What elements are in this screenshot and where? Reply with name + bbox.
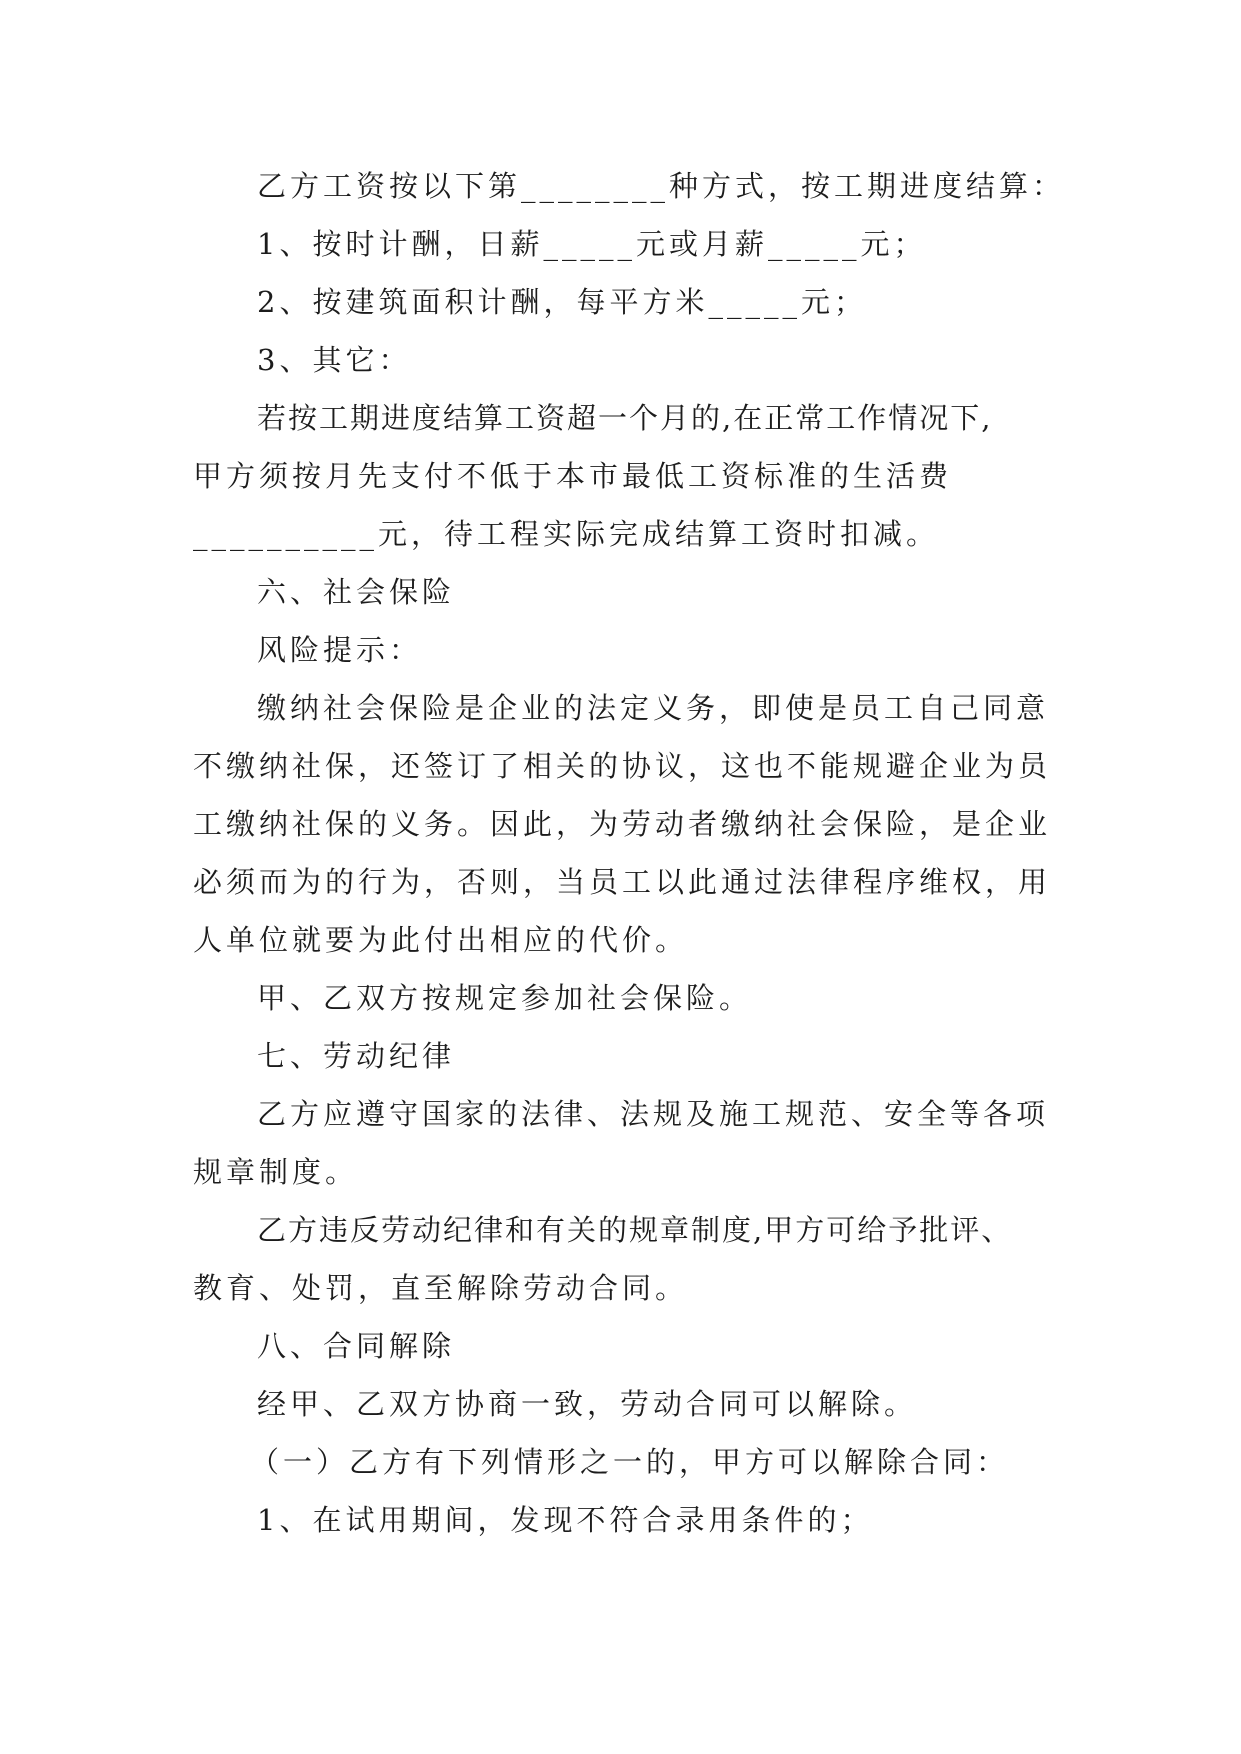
paragraph-line: __________元，待工程实际完成结算工资时扣减。: [193, 517, 940, 551]
paragraph-line: 若按工期进度结算工资超一个月的,在正常工作情况下,: [257, 401, 993, 435]
paragraph-line: 必须而为的行为，否则，当员工以此通过法律程序维权，用: [193, 865, 1052, 899]
section-heading-labor-discipline: 七、劳动纪律: [257, 1039, 456, 1073]
list-item: 1、在试用期间，发现不符合录用条件的；: [257, 1503, 874, 1537]
paragraph-line: 甲方须按月先支付不低于本市最低工资标准的生活费: [193, 459, 953, 493]
paragraph-line: 规章制度。: [193, 1155, 359, 1189]
section-heading-social-insurance: 六、社会保险: [257, 575, 456, 609]
paragraph-line: 教育、处罚，直至解除劳动合同。: [193, 1271, 689, 1305]
option-1-hourly-pay: 1、按时计酬，日薪_____元或月薪_____元；: [257, 227, 927, 261]
paragraph-line: 经甲、乙双方协商一致，劳动合同可以解除。: [257, 1387, 918, 1421]
section-heading-contract-termination: 八、合同解除: [257, 1329, 456, 1363]
paragraph-line: 不缴纳社保，还签订了相关的协议，这也不能规避企业为员: [193, 749, 1052, 783]
subsection-heading: （一）乙方有下列情形之一的，甲方可以解除合同：: [250, 1445, 1010, 1479]
wage-method-line: 乙方工资按以下第________种方式，按工期进度结算：: [257, 169, 1066, 203]
option-3-other: 3、其它：: [257, 343, 412, 377]
paragraph-line: 人单位就要为此付出相应的代价。: [193, 923, 689, 957]
paragraph-line: 工缴纳社保的义务。因此，为劳动者缴纳社会保险，是企业: [193, 807, 1052, 841]
paragraph-line: 乙方应遵守国家的法律、法规及施工规范、安全等各项: [257, 1097, 1050, 1131]
risk-notice-heading: 风险提示：: [257, 633, 423, 667]
paragraph-line: 缴纳社会保险是企业的法定义务，即使是员工自己同意: [257, 691, 1050, 725]
paragraph-line: 乙方违反劳动纪律和有关的规章制度,甲方可给予批评、: [257, 1213, 1013, 1247]
paragraph-line: 甲、乙双方按规定参加社会保险。: [257, 981, 753, 1015]
option-2-area-pay: 2、按建筑面积计酬，每平方米_____元；: [257, 285, 867, 319]
